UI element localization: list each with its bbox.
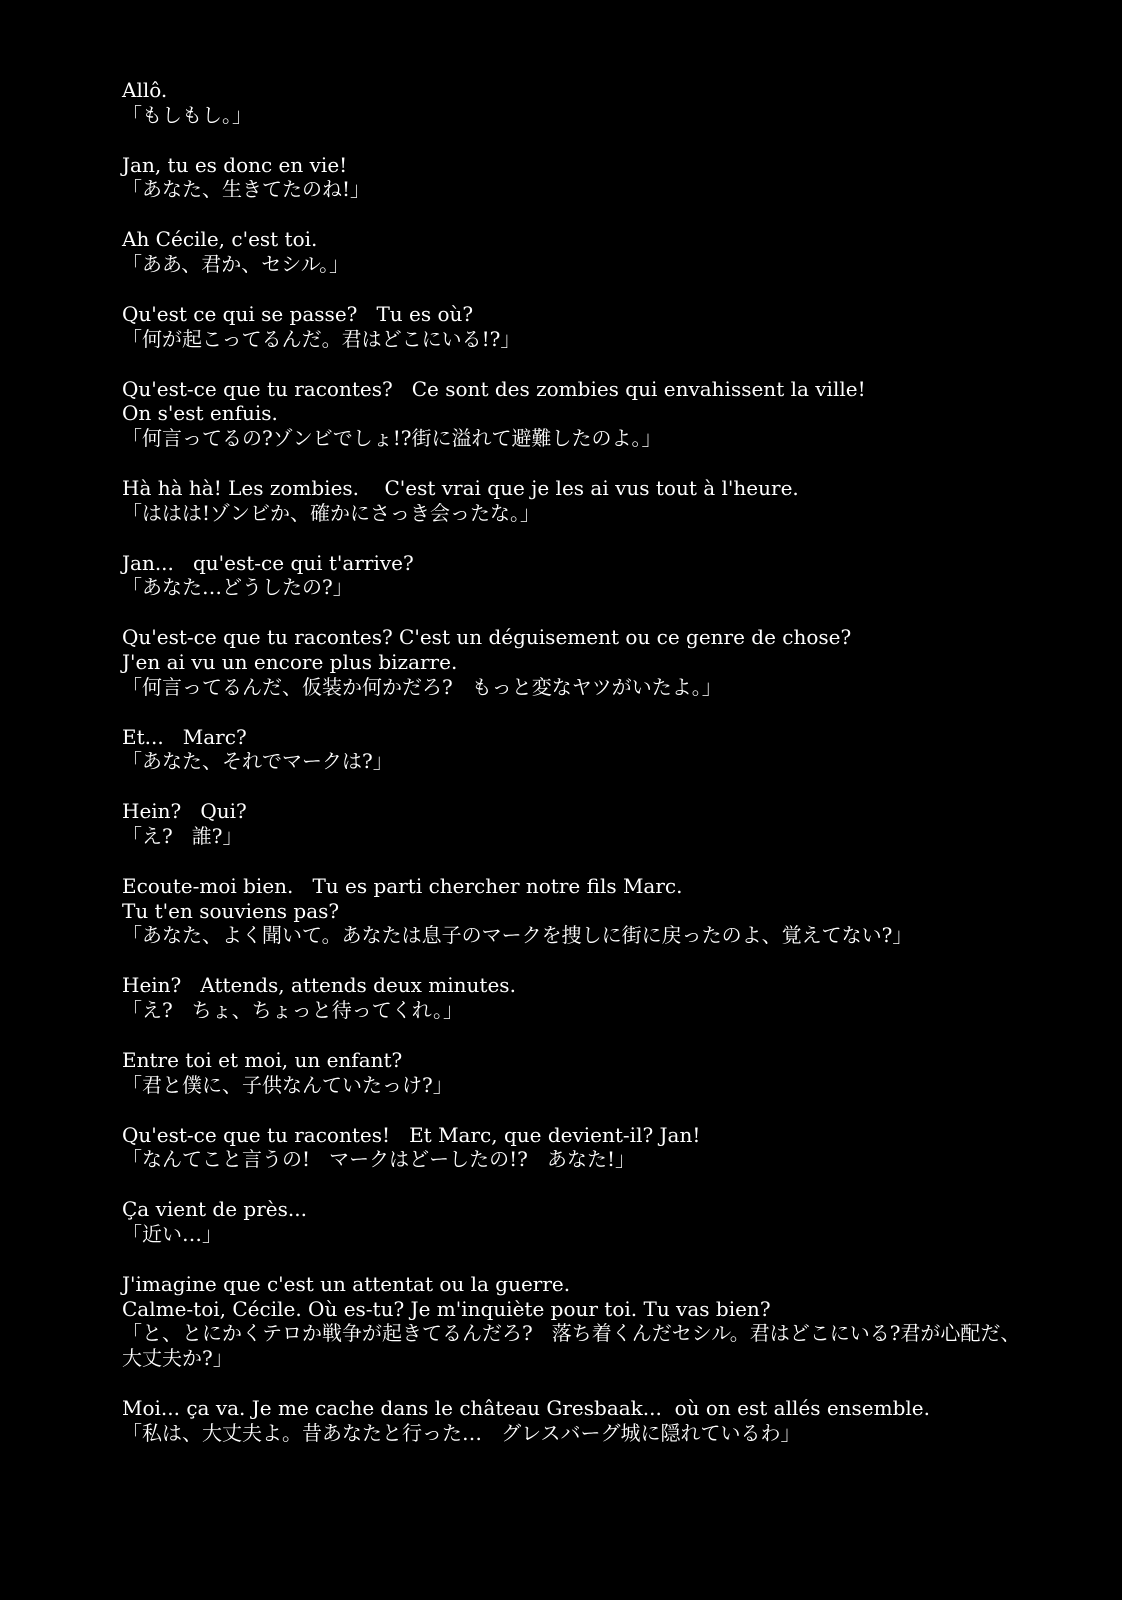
japanese-line: 「何言ってるの?ゾンビでしょ!?街に溢れて避難したのよ。」 xyxy=(122,425,662,450)
dialogue-block-14 xyxy=(122,1123,1082,1172)
japanese-line: 「何が起こってるんだ。君はどこにいる!?」 xyxy=(122,326,521,351)
french-line: J'en ai vu un encore plus bizarre. xyxy=(122,650,458,674)
dialogue-block-8 xyxy=(122,625,1082,699)
japanese-line: 大丈夫か?」 xyxy=(122,1345,233,1370)
french-line: Qu'est ce qui se passe? Tu es où? xyxy=(122,302,474,327)
dialogue-block-2 xyxy=(122,153,1082,202)
japanese-line: 「もしもし。」 xyxy=(122,102,252,127)
japanese-line: 「近い…」 xyxy=(122,1222,222,1246)
french-line: Ah Cécile, c'est toi. xyxy=(122,227,318,252)
japanese-line: 「ああ、君か、セシル。」 xyxy=(122,251,350,276)
dialogue-block-11 xyxy=(122,874,1082,948)
french-line: Qu'est-ce que tu racontes? Ce sont des zombies qui envahissent la ville! xyxy=(122,376,866,401)
french-line: Jan... qu'est-ce qui t'arrive? xyxy=(122,550,414,575)
japanese-line: 「君と僕に、子供なんていたっけ?」 xyxy=(122,1072,453,1097)
french-line: Entre toi et moi, un enfant? xyxy=(122,1048,403,1073)
french-line: Jan, tu es donc en vie! xyxy=(122,152,348,177)
dialogue-block-10 xyxy=(122,799,1082,848)
dialogue-block-16 xyxy=(122,1272,1082,1370)
dialogue-block-9 xyxy=(122,725,1082,774)
french-line: On s'est enfuis. xyxy=(122,401,278,426)
dialogue-block-5 xyxy=(122,377,1082,451)
french-line: Allô. xyxy=(122,78,168,102)
dialogue-block-17 xyxy=(122,1396,1082,1445)
french-line: Hein? Attends, attends deux minutes. xyxy=(122,973,516,998)
french-line: Et... Marc? xyxy=(122,724,247,749)
french-line: Hà hà hà! Les zombies. C'est vrai que je les ai vus tout à l'heure. xyxy=(122,476,799,501)
japanese-line: 「あなた…どうしたの?」 xyxy=(122,575,353,600)
japanese-line: 「あなた、それでマークは?」 xyxy=(122,749,393,774)
dialogue-block-12 xyxy=(122,973,1082,1022)
french-line: Hein? Qui? xyxy=(122,799,247,824)
japanese-line: 「あなた、よく聞いて。あなたは息子のマークを捜しに街に戻ったのよ、覚えてない?」 xyxy=(122,923,913,948)
japanese-line: 「私は、大丈夫よ。昔あなたと行った… グレスバーグ城に隠れているわ」 xyxy=(122,1420,801,1445)
dialogue-block-6 xyxy=(122,476,1082,525)
dialogue-text xyxy=(122,78,1082,1471)
dialogue-block-3 xyxy=(122,227,1082,276)
french-line: J'imagine que c'est un attentat ou la guerre. xyxy=(122,1272,571,1297)
japanese-line: 「え? 誰?」 xyxy=(122,823,243,848)
french-line: Moi... ça va. Je me cache dans le château Gresbaak... où on est allés ensemble. xyxy=(122,1395,930,1420)
dialogue-block-7 xyxy=(122,551,1082,600)
dialogue-block-4 xyxy=(122,302,1082,351)
japanese-line: 「ははは!ゾンビか、確かにさっき会ったな。」 xyxy=(122,500,541,525)
french-line: Qu'est-ce que tu racontes! Et Marc, que devient-il? Jan! xyxy=(122,1122,701,1147)
japanese-line: 「え? ちょ、ちょっと待ってくれ。」 xyxy=(122,997,463,1022)
japanese-line: 「なんてこと言うの! マークはどーしたの!? あなた!」 xyxy=(122,1147,635,1172)
japanese-line: 「あなた、生きてたのね!」 xyxy=(122,177,371,202)
japanese-line: 「何言ってるんだ、仮装か何かだろ? もっと変なヤツがいたよ。」 xyxy=(122,674,722,699)
french-line: Calme-toi, Cécile. Où es-tu? Je m'inquiète pour toi. Tu vas bien? xyxy=(122,1296,771,1321)
dialogue-block-1 xyxy=(122,78,1082,127)
dialogue-block-13 xyxy=(122,1048,1082,1097)
french-line: Tu t'en souviens pas? xyxy=(122,898,340,923)
french-line: Qu'est-ce que tu racontes? C'est un déguisement ou ce genre de chose? xyxy=(122,625,852,650)
dialogue-block-15 xyxy=(122,1197,1082,1246)
french-line: Ecoute-moi bien. Tu es parti chercher notre fils Marc. xyxy=(122,874,683,899)
japanese-line: 「と、とにかくテロか戦争が起きてるんだろ? 落ち着くんだセシル。君はどこにいる?君が心配だ、 xyxy=(122,1321,1021,1346)
french-line: Ça vient de près... xyxy=(122,1197,307,1222)
